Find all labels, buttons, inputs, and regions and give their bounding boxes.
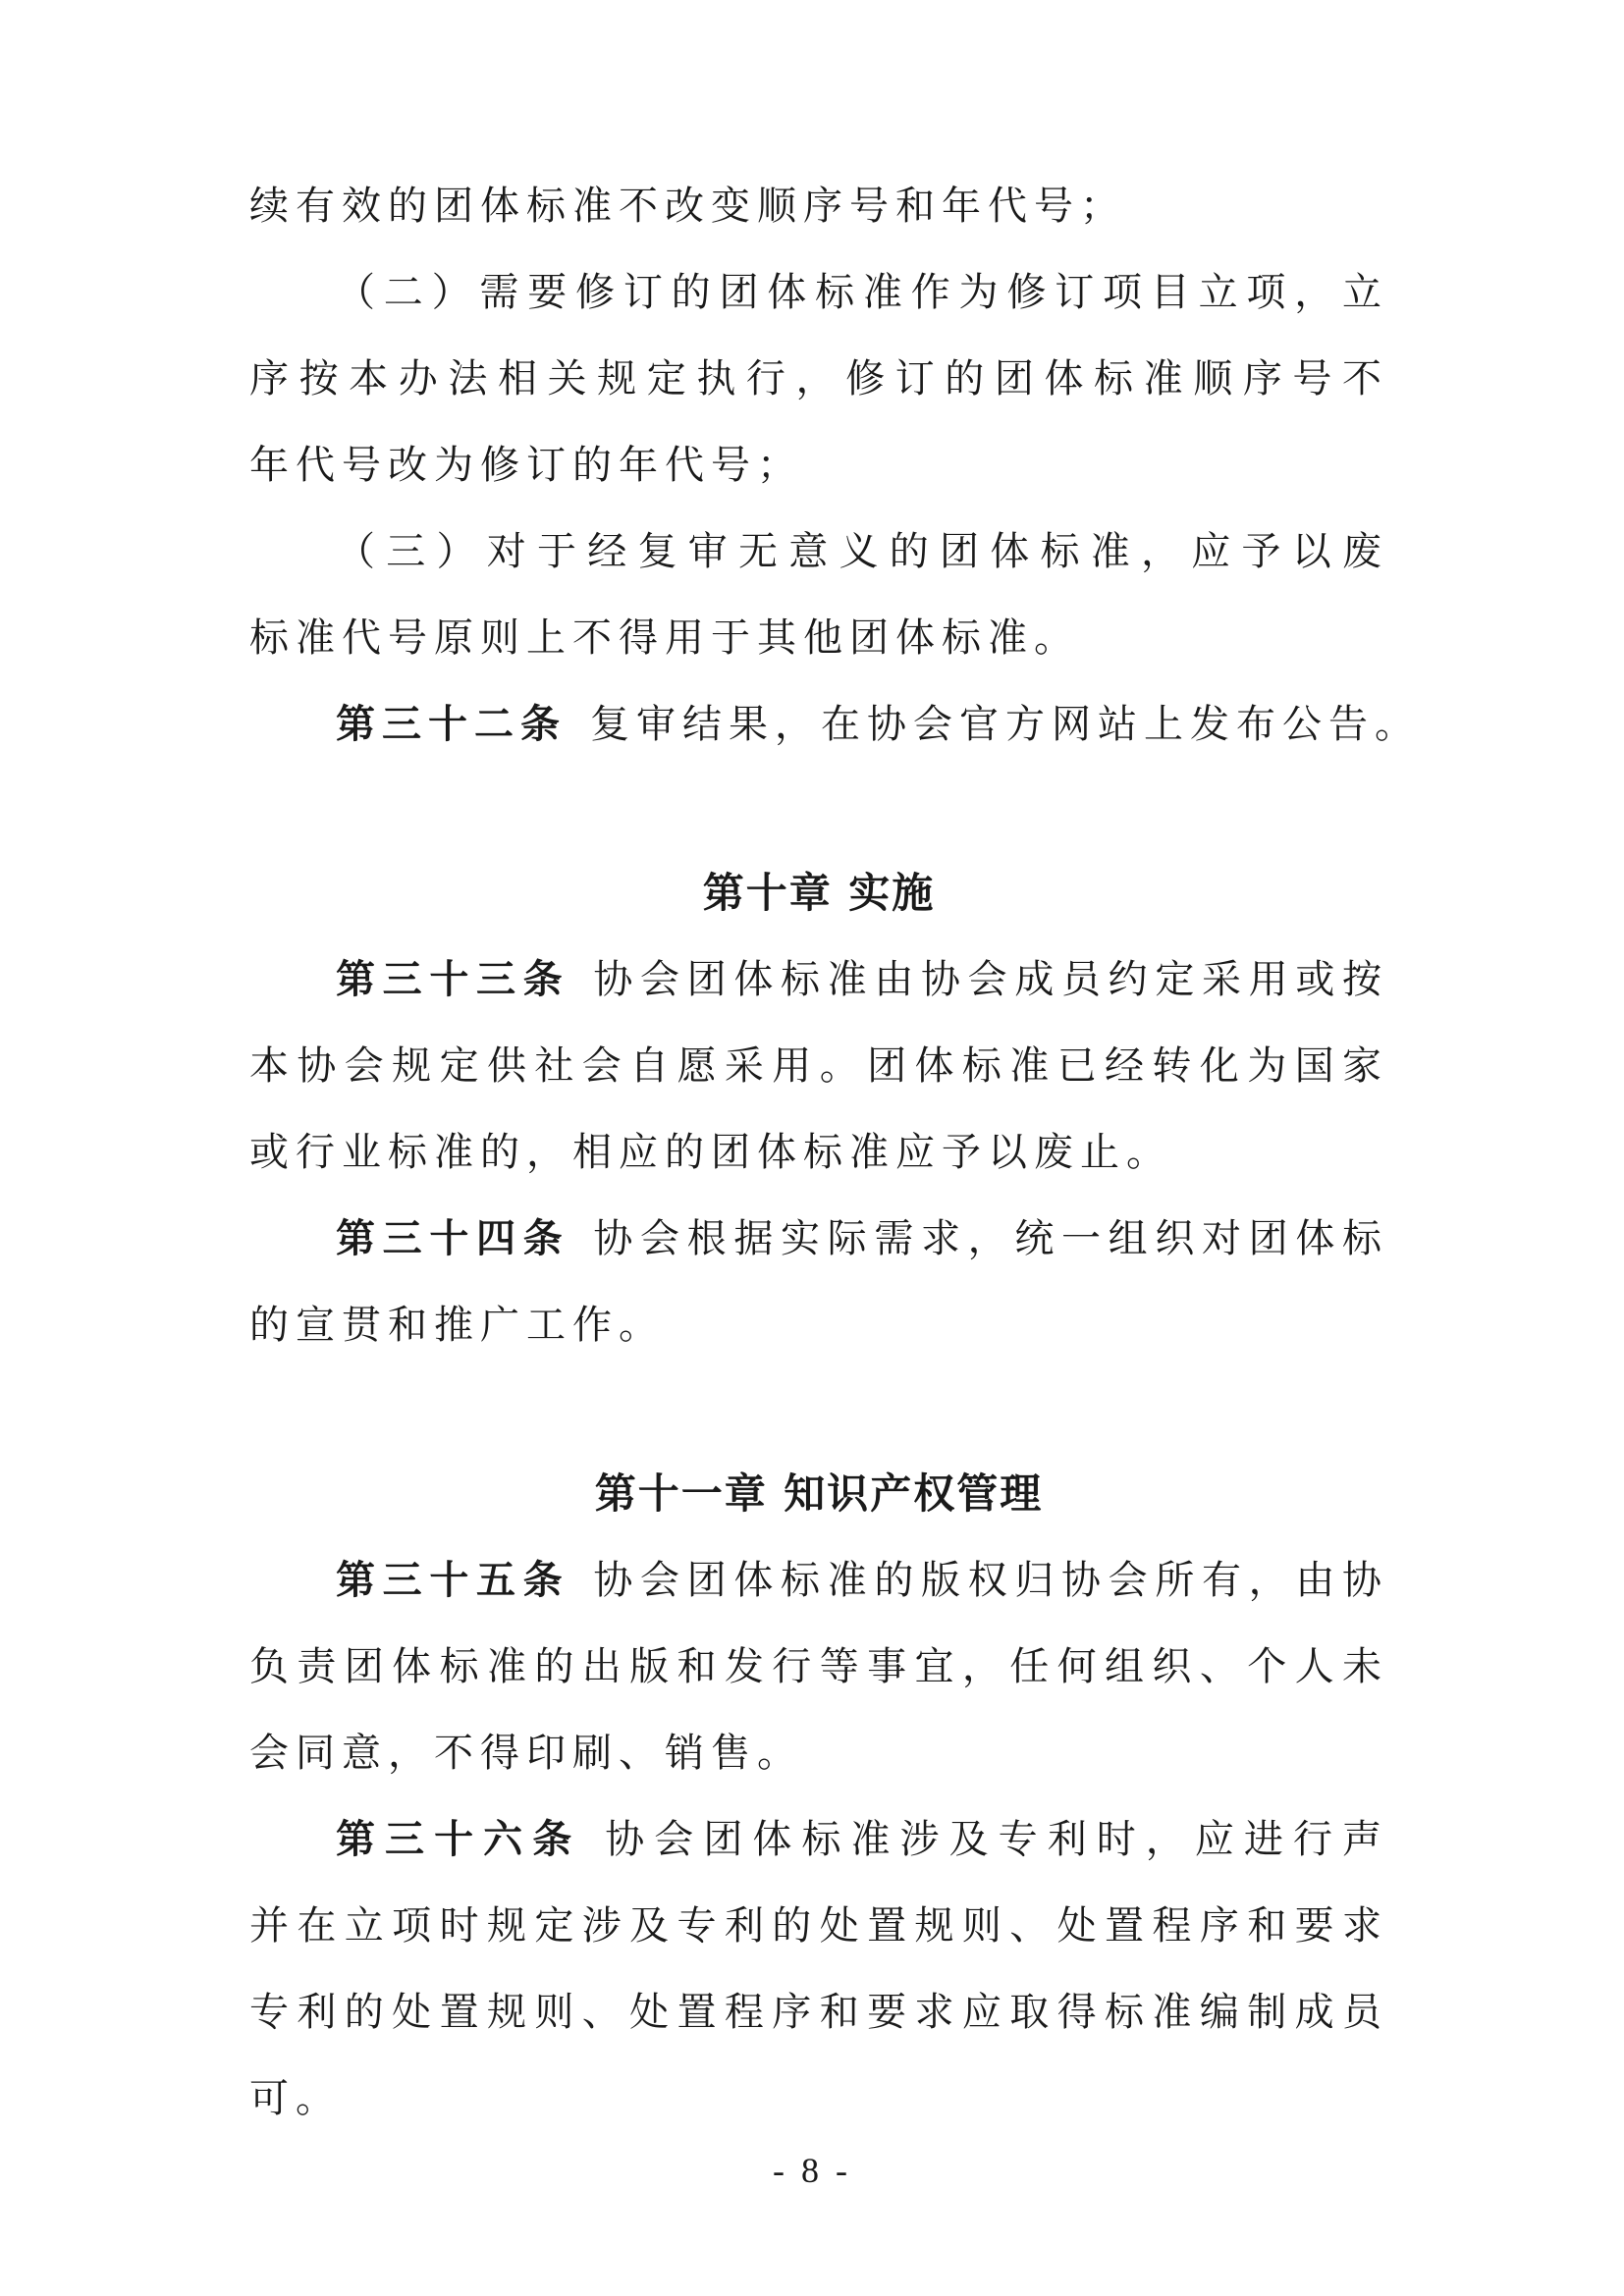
- article-33-label: 第三十三条: [336, 957, 570, 1002]
- clause-two-line-3: 年代号改为修订的年代号；: [249, 443, 803, 488]
- article-35-text: 协会团体标准的版权归协会所有，由协: [593, 1558, 1388, 1603]
- text-line: 续有效的团体标准不改变顺序号和年代号；: [249, 184, 1126, 229]
- article-36-line-4: 可。: [249, 2076, 342, 2121]
- article-34-text: 协会根据实际需求，统一组织对团体标: [593, 1216, 1388, 1261]
- article-33: [249, 936, 1388, 1023]
- article-35: [249, 1537, 1388, 1624]
- chapter-10-heading: 第十章 实施: [702, 869, 936, 917]
- article-36-label: 第三十六条: [336, 1817, 582, 1862]
- document-body: [249, 163, 1421, 2142]
- article-32: [249, 681, 1421, 768]
- clause-two-line-2: 序按本办法相关规定执行，修订的团体标准顺序号不: [249, 356, 1388, 401]
- article-33-line-2: 本协会规定供社会自愿采用。团体标准已经转化为国家: [249, 1043, 1388, 1089]
- clause-three-line-1: （三）对于经复审无意义的团体标准，应予以废: [336, 529, 1388, 574]
- article-33-line-3: 或行业标准的，相应的团体标准应予以废止。: [249, 1130, 1172, 1175]
- article-36-line-2: 并在立项时规定涉及专利的处置规则、处置程序和要求: [249, 1903, 1388, 1949]
- article-36-line-3: 专利的处置规则、处置程序和要求应取得标准编制成员: [249, 1990, 1388, 2035]
- article-34: [249, 1196, 1388, 1282]
- article-34-label: 第三十四条: [336, 1216, 570, 1261]
- chapter-11-heading: 第十一章 知识产权管理: [594, 1469, 1044, 1518]
- article-33-text: 协会团体标准由协会成员约定采用或按: [593, 957, 1388, 1002]
- article-36-text: 协会团体标准涉及专利时，应进行声: [605, 1817, 1388, 1862]
- page-number: - 8 -: [773, 2151, 851, 2190]
- clause-three-line-2: 标准代号原则上不得用于其他团体标准。: [249, 615, 1080, 661]
- article-35-line-3: 会同意，不得印刷、销售。: [249, 1731, 803, 1776]
- clause-two-line-1: （二）需要修订的团体标准作为修订项目立项，立: [336, 270, 1388, 315]
- article-32-label: 第三十二条: [336, 702, 567, 747]
- article-35-label: 第三十五条: [336, 1558, 570, 1603]
- article-36: [249, 1796, 1388, 1883]
- article-34-line-2: 的宣贯和推广工作。: [249, 1303, 665, 1348]
- article-32-text: 复审结果，在协会官方网站上发布公告。: [590, 702, 1421, 747]
- article-35-line-2: 负责团体标准的出版和发行等事宜，任何组织、个人未: [249, 1644, 1388, 1689]
